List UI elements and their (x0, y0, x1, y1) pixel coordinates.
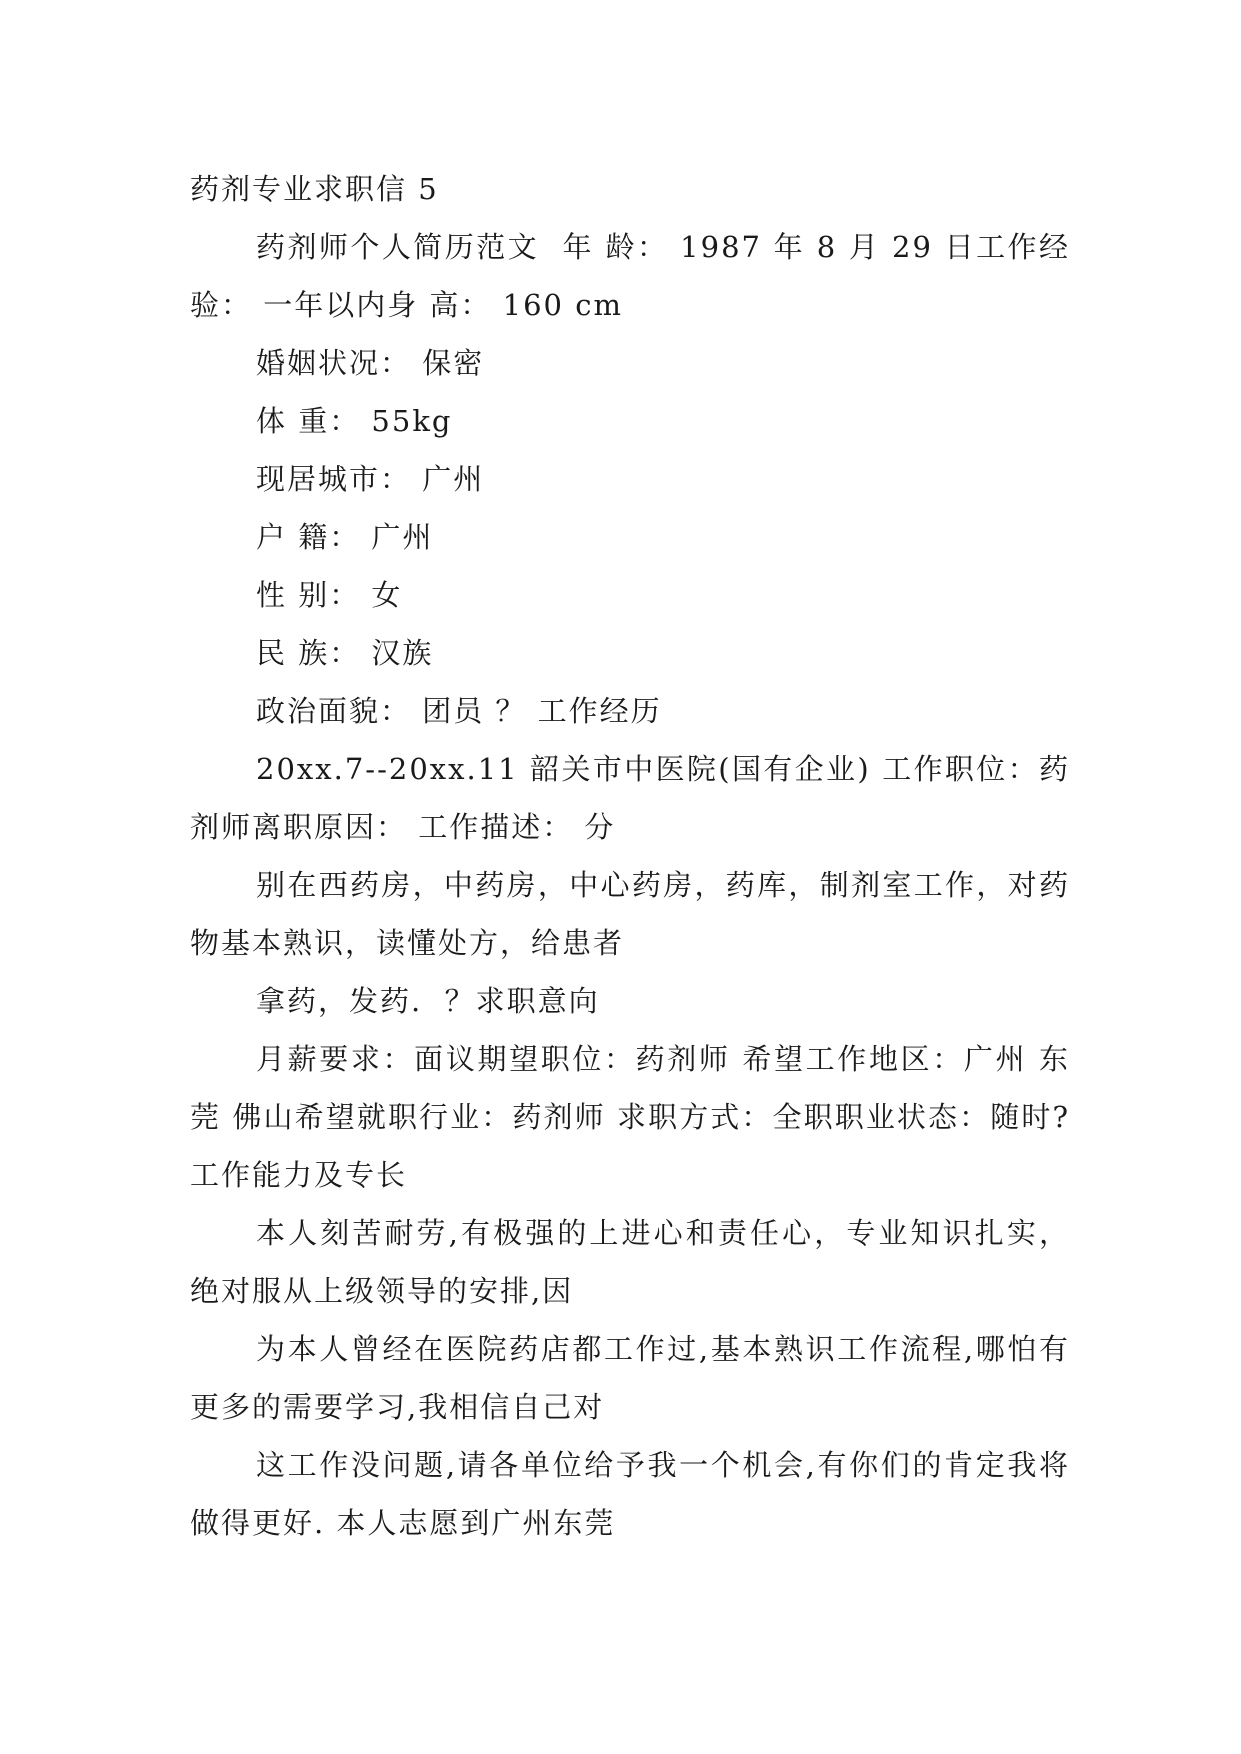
paragraph-current-city: 现居城市： 广州 (256, 462, 485, 496)
paragraph-household-registration: 户 籍： 广州 (256, 520, 434, 554)
paragraph-resume-intro: 药剂师个人简历范文 年 龄： 1987 年 8 月 29 日工作经验： 一年以内身 高： 160 cm (190, 230, 1070, 322)
paragraph-political-status: 政治面貌： 团员 ？ 工作经历 (256, 694, 662, 728)
paragraph-strengths: 本人刻苦耐劳,有极强的上进心和责任心，专业知识扎实，绝对服从上级领导的安排,因 (190, 1216, 1070, 1308)
paragraph-gender: 性 别： 女 (256, 578, 403, 612)
paragraph-experience: 为本人曾经在医院药店都工作过,基本熟识工作流程,哪怕有更多的需要学习,我相信自己对 (190, 1332, 1070, 1424)
paragraph-work-description: 别在西药房，中药房，中心药房，药库，制剂室工作，对药物基本熟识，读懂处方，给患者 (190, 868, 1070, 960)
paragraph-marital-status: 婚姻状况： 保密 (256, 346, 485, 380)
paragraph-weight: 体 重： 55kg (256, 404, 453, 438)
paragraph-job-intent: 拿药，发药. ？求职意向 (256, 984, 600, 1018)
paragraph-salary-expectations: 月薪要求：面议期望职位：药剂师 希望工作地区：广州 东莞 佛山希望就职行业：药剂师 求职方式：全职职业状态：随时? 工作能力及专长 (190, 1042, 1082, 1192)
document-body (190, 160, 1082, 1552)
document-title: 药剂专业求职信 5 (190, 172, 439, 206)
paragraph-closing: 这工作没问题,请各单位给予我一个机会,有你们的肯定我将做得更好. 本人志愿到广州东莞 (190, 1448, 1070, 1540)
paragraph-work-history: 20xx.7--20xx.11 韶关市中医院(国有企业) 工作职位：药剂师离职原因： 工作描述： 分 (190, 752, 1070, 844)
paragraph-ethnicity: 民 族： 汉族 (256, 636, 434, 670)
